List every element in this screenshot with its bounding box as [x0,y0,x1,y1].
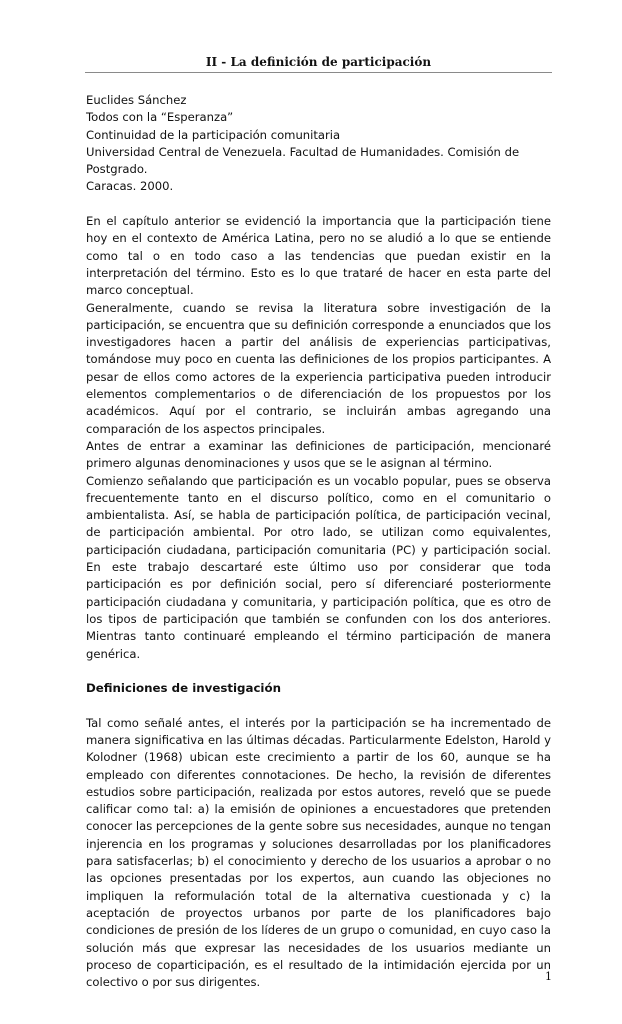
document-body [86,92,551,991]
author-name: Euclides Sánchez [86,93,187,107]
paragraph: Generalmente, cuando se revisa la literatura sobre investigación de la participación, se encuentra que su definición corresponde a enunciados que los investigadores hacen a partir del análisis de experiencias participativas, tomándose muy poco en cuenta las definiciones de los propios participantes. A pesar de ellos como actores de la experiencia participativa pueden introducir elementos complementarios o de diferenciación de los propuestos por los académicos. Aquí por el contrario, se incluirán ambas agregando una comparación de los aspectos principales. [86,300,551,436]
book-subtitle: Continuidad de la participación comunitaria [86,127,341,142]
paragraph: Comienzo señalando que participación es un vocablo popular, pues se observa frecuentemente tanto en el discurso político, como en el comunitario o ambientalista. Así, se habla de participación política, de participación vecinal, de participación ambiental. Por otro lado, se utilizan como equivalentes, participación ciudadana, participación comunitaria (PC) y participación social. En este trabajo descartaré este último uso por considerar que toda participación es por definición social, pero sí diferenciaré posteriormente participación ciudadana y comunitaria, y participación política, que es otro de los tipos de participación que también se confunden con los dos anteriores. Mientras tanto continuaré empleando el término participación de manera genérica. [86,473,551,661]
paragraph: En el capítulo anterior se evidenció la importancia que la participación tiene hoy en el contexto de América Latina, pero no se aludió a lo que se entiende como tal o en todo caso a las tendencias que puedan existir en la interpretación del término. Esto es lo que trataré de hacer en esta parte del marco conceptual. [86,214,551,298]
publisher: Universidad Central de Venezuela. Facultad de Humanidades. Comisión de Postgrado. [86,144,520,177]
section-heading: Definiciones de investigación [86,681,281,696]
book-title: Todos con la “Esperanza” [86,110,234,125]
publication-place-year: Caracas. 2000. [86,179,174,194]
page-number: 1 [545,970,552,983]
header-rule [85,72,552,73]
page-header-title: II - La definición de participación [205,55,432,69]
paragraph: Antes de entrar a examinar las definiciones de participación, mencionaré primero algunas denominaciones y usos que se le asignan al término. [86,438,551,471]
paragraph: Tal como señalé antes, el interés por la participación se ha incrementado de manera significativa en las últimas décadas. Particularmente Edelston, Harold y Kolodner (1968) ubican este crecimiento a partir de los 60, aunque se ha empleado con diferentes connotaciones. De hecho, la revisión de diferentes estudios sobre participación, realizada por estos autores, reveló que se puede calificar como tal: a) la emisión de opiniones a encuestadores que pretenden conocer las percepciones de la gente sobre sus necesidades, aunque no tengan injerencia en los programas y soluciones desarrolladas por los planificadores para satisfacerlas; b) el conocimiento y derecho de los usuarios a aprobar o no las opciones presentadas por los expertos, aun cuando las objeciones no impliquen la reformulación total de la alternativa cuestionada y c) la aceptación de proyectos urbanos por parte de los planificadores bajo condiciones de presión de los líderes de un grupo o comunidad, en cuyo caso la solución más que expresar las necesidades de los usuarios mediante un proceso de coparticipación, es el resultado de la intimidación ejercida por un colectivo o por sus dirigentes. [86,715,551,990]
source-citation-block [86,92,551,196]
